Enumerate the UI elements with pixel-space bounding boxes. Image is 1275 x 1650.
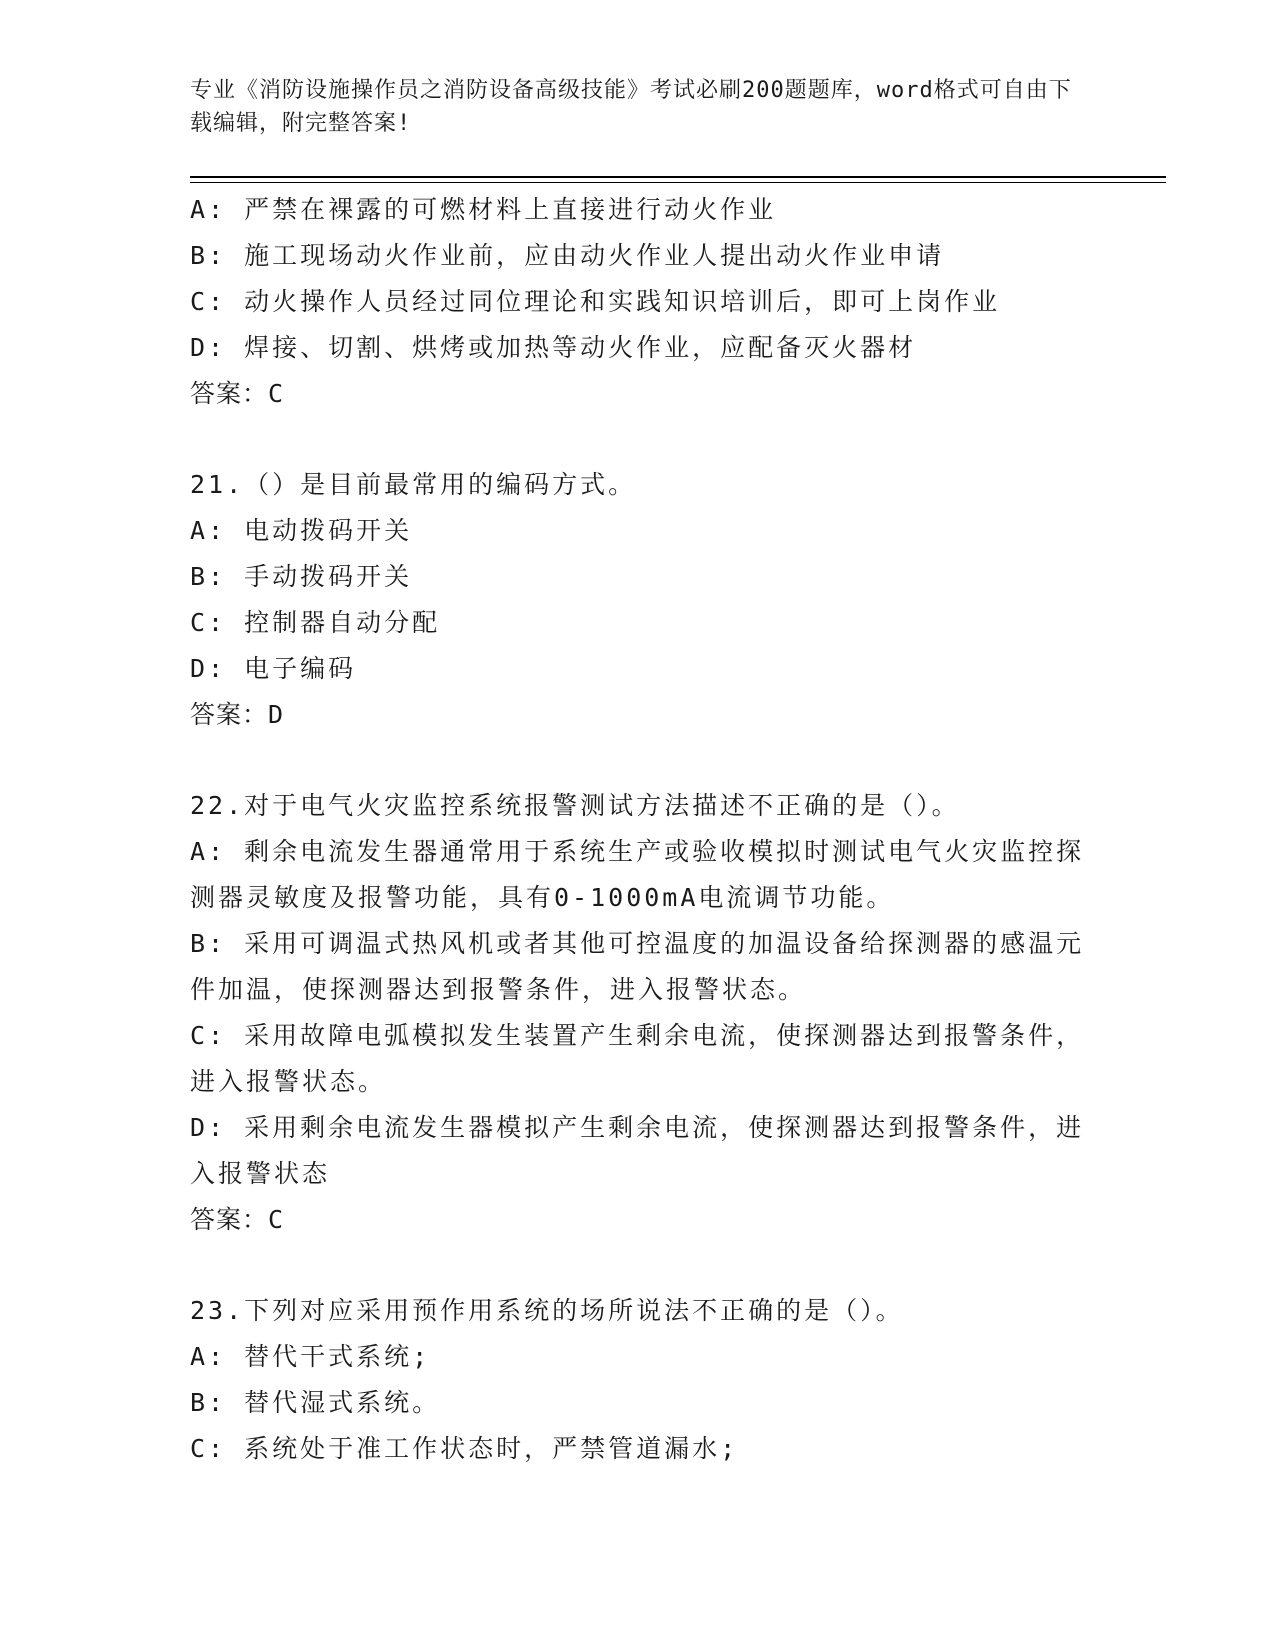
- option-d: D: 焊接、切割、烘烤或加热等动火作业，应配备灭火器材: [190, 333, 917, 362]
- option-c: C: 动火操作人员经过同位理论和实践知识培训后，即可上岗作业: [190, 287, 1001, 316]
- question-stem: 22.对于电气火灾监控系统报警测试方法描述不正确的是（）。: [190, 791, 960, 820]
- spacer: [190, 417, 1090, 462]
- question-block-21: [190, 462, 1090, 738]
- option-b: B: 手动拨码开关: [190, 562, 413, 591]
- question-stem: 23.下列对应采用预作用系统的场所说法不正确的是（）。: [190, 1296, 904, 1325]
- question-list: [190, 187, 1090, 1472]
- option-a: A: 严禁在裸露的可燃材料上直接进行动火作业: [190, 195, 777, 224]
- option-d: D: 电子编码: [190, 654, 357, 683]
- document-header: 专业《消防设施操作员之消防设备高级技能》考试必刷200题题库，word格式可自由下载编辑，附完整答案!: [190, 78, 1072, 136]
- question-block-22: [190, 783, 1090, 1243]
- option-c: C: 控制器自动分配: [190, 608, 441, 637]
- option-b: B: 施工现场动火作业前，应由动火作业人提出动火作业申请: [190, 241, 945, 270]
- header-divider: [190, 176, 1166, 183]
- option-c: C: 采用故障电弧模拟发生装置产生剩余电流，使探测器达到报警条件，进入报警状态。: [190, 1021, 1085, 1096]
- question-block-23: [190, 1288, 1090, 1472]
- option-d: D: 采用剩余电流发生器模拟产生剩余电流，使探测器达到报警条件，进入报警状态: [190, 1113, 1085, 1188]
- option-c: C: 系统处于准工作状态时，严禁管道漏水;: [190, 1434, 739, 1463]
- question-block-20: [190, 187, 1090, 417]
- answer: 答案：C: [190, 379, 285, 408]
- option-a: A: 替代干式系统;: [190, 1342, 431, 1371]
- option-b: B: 采用可调温式热风机或者其他可控温度的加温设备给探测器的感温元件加温，使探测器达到报警条件，进入报警状态。: [190, 929, 1085, 1004]
- option-a: A: 电动拨码开关: [190, 516, 413, 545]
- option-a: A: 剩余电流发生器通常用于系统生产或验收模拟时测试电气火灾监控探测器灵敏度及报警功能，具有0-1000mA电流调节功能。: [190, 837, 1085, 912]
- spacer: [190, 1243, 1090, 1288]
- answer: 答案：D: [190, 700, 285, 729]
- option-b: B: 替代湿式系统。: [190, 1388, 441, 1417]
- spacer: [190, 738, 1090, 783]
- answer: 答案：C: [190, 1205, 285, 1234]
- question-stem: 21.（）是目前最常用的编码方式。: [190, 470, 637, 499]
